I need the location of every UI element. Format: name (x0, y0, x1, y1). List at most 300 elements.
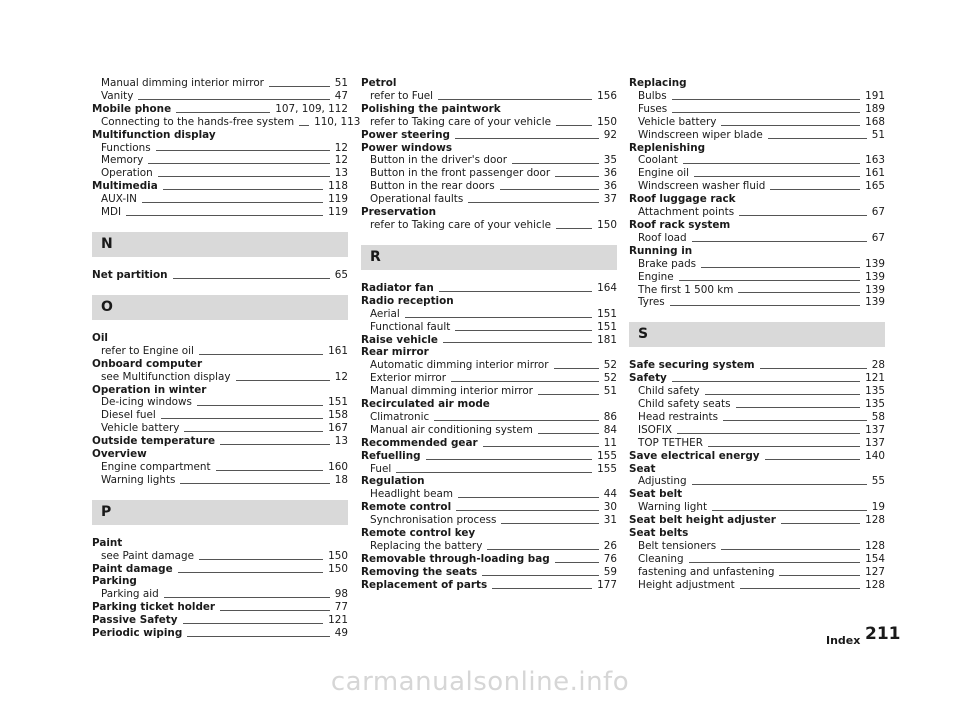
entry-term: see Paint damage (101, 549, 194, 562)
leader-line (677, 433, 860, 434)
index-heading: Oil (92, 331, 108, 344)
index-subentry[interactable] (361, 154, 617, 167)
leader-line (694, 176, 860, 177)
leader-line (468, 202, 599, 203)
leader-line (199, 354, 323, 355)
page-reference[interactable]: 164 (597, 281, 617, 294)
page-reference[interactable]: 156 (597, 89, 617, 102)
footer-section-label: Index (826, 634, 861, 647)
index-subentry[interactable] (92, 167, 348, 180)
page-reference[interactable]: 151 (597, 320, 617, 333)
index-subentry[interactable] (92, 154, 348, 167)
index-subentry[interactable] (92, 422, 348, 435)
index-subentry[interactable] (629, 566, 885, 579)
index-subentry[interactable] (92, 77, 348, 90)
entry-term: Button in the driver's door (370, 154, 507, 167)
index-entry[interactable] (361, 437, 617, 450)
section-letter-header: S (629, 322, 885, 347)
leader-line (220, 610, 330, 611)
index-subentry[interactable] (92, 345, 348, 358)
index-subentry[interactable] (361, 180, 617, 193)
index-heading: Paint (92, 536, 123, 549)
page-reference[interactable]: 18 (334, 473, 348, 486)
entry-term: Warning light (638, 501, 708, 514)
entry-term: Bulbs (638, 89, 667, 102)
page-reference[interactable]: 119 (328, 193, 348, 206)
index-subentry[interactable] (92, 90, 348, 103)
entry-term: Recommended gear (361, 436, 478, 449)
entry-term: The first 1 500 km (638, 283, 734, 296)
page-reference[interactable]: 52 (603, 359, 617, 372)
index-entry[interactable] (629, 359, 885, 372)
entry-term: Replacing the battery (370, 540, 483, 552)
leader-line (199, 559, 323, 560)
page-reference[interactable]: 135 (865, 398, 885, 411)
index-subentry[interactable] (361, 372, 617, 385)
index-column-2 (361, 77, 617, 592)
page-reference[interactable]: 128 (865, 514, 885, 527)
index-subentry[interactable] (629, 296, 885, 309)
leader-line (187, 636, 330, 637)
page-reference[interactable]: 37 (603, 193, 617, 206)
entry-term: Manual dimming interior mirror (101, 77, 264, 89)
index-subentry[interactable] (92, 115, 361, 129)
page-reference[interactable]: 135 (865, 385, 885, 398)
index-subentry[interactable] (629, 475, 885, 488)
leader-line (180, 483, 329, 484)
index-heading: Petrol (361, 77, 397, 89)
index-subentry[interactable] (629, 385, 885, 398)
entry-term: Aerial (370, 307, 400, 320)
leader-line (443, 342, 592, 343)
entry-term: Safe securing system (629, 359, 755, 372)
page-reference[interactable]: 36 (603, 167, 617, 180)
leader-line (439, 291, 592, 292)
leader-line (216, 470, 324, 471)
page-reference[interactable]: 49 (334, 627, 348, 640)
page-reference[interactable]: 28 (871, 359, 885, 372)
index-entry[interactable] (361, 334, 617, 347)
page-reference[interactable]: 151 (328, 396, 348, 409)
index-heading: Overview (92, 448, 147, 461)
leader-line (760, 368, 867, 369)
index-entry[interactable] (361, 579, 617, 592)
index-subentry[interactable] (629, 154, 885, 167)
leader-line (740, 588, 860, 589)
page-reference[interactable]: 139 (865, 296, 885, 309)
leader-line (555, 562, 599, 563)
page-reference[interactable]: 44 (603, 488, 617, 501)
leader-line (679, 280, 861, 281)
entry-term: Power steering (361, 128, 450, 141)
page-number: 211 (865, 624, 901, 644)
index-subentry[interactable] (629, 424, 885, 437)
entry-term: Vehicle battery (101, 422, 180, 435)
leader-line (692, 241, 867, 242)
entry-term: Manual dimming interior mirror (370, 385, 533, 398)
page-reference[interactable]: 154 (865, 552, 885, 565)
page-reference[interactable]: 161 (865, 167, 885, 180)
page-reference[interactable]: 47 (334, 89, 348, 102)
page-reference[interactable]: 168 (865, 115, 885, 128)
index-heading: Onboard computer (92, 357, 203, 370)
index-subentry[interactable] (629, 553, 885, 566)
page-reference[interactable]: 26 (603, 540, 617, 552)
index-subentry[interactable] (361, 116, 617, 129)
entry-term: Belt tensioners (638, 540, 717, 552)
index-subentry[interactable] (92, 371, 348, 384)
entry-term: Memory (101, 154, 144, 167)
leader-line (458, 497, 599, 498)
page-reference[interactable]: 150 (328, 562, 348, 575)
index-heading: Parking (92, 575, 137, 588)
leader-line (451, 381, 599, 382)
page-reference[interactable]: 181 (597, 333, 617, 346)
leader-line (555, 176, 599, 177)
page-reference[interactable]: 137 (865, 423, 885, 436)
index-heading: Seat (629, 462, 656, 475)
index-heading: Running in (629, 244, 693, 257)
entry-term: Manual air conditioning system (370, 423, 533, 436)
leader-line (482, 575, 599, 576)
index-subentry[interactable] (629, 411, 885, 424)
index-subentry[interactable] (361, 219, 617, 232)
page-reference[interactable]: 119 (328, 206, 348, 219)
index-subentry[interactable] (92, 550, 348, 563)
page-reference[interactable]: 58 (871, 410, 885, 423)
index-entry[interactable] (92, 627, 348, 640)
leader-line (158, 176, 330, 177)
page-reference[interactable]: 140 (865, 449, 885, 462)
leader-line (176, 112, 270, 113)
section-letter-header: P (92, 500, 348, 525)
index-subentry[interactable] (361, 514, 617, 527)
index-subentry[interactable] (361, 540, 617, 553)
index-subentry[interactable] (629, 398, 885, 411)
index-heading: Replenishing (629, 141, 706, 154)
entry-term: De-icing windows (101, 396, 192, 409)
page-reference[interactable]: 76 (603, 552, 617, 565)
index-column-1 (92, 77, 361, 640)
entry-term: Windscreen wiper blade (638, 128, 763, 141)
index-subentry[interactable] (92, 588, 348, 601)
page-reference[interactable]: 158 (328, 409, 348, 422)
leader-line (164, 597, 330, 598)
page-reference[interactable]: 139 (865, 270, 885, 283)
page-reference[interactable]: 118 (328, 180, 348, 193)
leader-line (538, 433, 599, 434)
entry-term: Brake pads (638, 257, 697, 270)
entry-term: Paint damage (92, 562, 173, 575)
entry-term: Multimedia (92, 180, 158, 193)
index-heading: Roof rack system (629, 218, 731, 231)
leader-line (768, 138, 867, 139)
index-subentry[interactable] (92, 461, 348, 474)
index-subentry[interactable] (629, 180, 885, 193)
page-reference[interactable]: 139 (865, 283, 885, 296)
entry-term: Net partition (92, 268, 168, 281)
index-entry[interactable] (92, 180, 348, 193)
index-heading: Seat belts (629, 527, 689, 540)
page-reference[interactable]: 51 (603, 385, 617, 398)
page-reference[interactable]: 35 (603, 154, 617, 167)
entry-term: fastening and unfastening (638, 565, 775, 578)
page-reference[interactable]: 165 (865, 180, 885, 193)
page-reference[interactable]: 92 (603, 128, 617, 141)
leader-line (269, 86, 330, 87)
entry-term: Headlight beam (370, 488, 453, 501)
index-subentry[interactable] (92, 474, 348, 487)
leader-line (455, 138, 599, 139)
leader-line (236, 380, 330, 381)
leader-line (161, 418, 323, 419)
index-subentry[interactable] (629, 284, 885, 297)
index-subentry[interactable] (629, 501, 885, 514)
index-subentry[interactable] (629, 116, 885, 129)
page-reference[interactable]: 150 (328, 549, 348, 562)
entry-term: refer to Taking care of your vehicle (370, 218, 551, 231)
entry-term: Vehicle battery (638, 115, 717, 128)
page-reference[interactable]: 107, 109, 112 (275, 102, 348, 115)
entry-term: refer to Fuel (370, 89, 434, 102)
index-subentry[interactable] (629, 271, 885, 284)
page-reference[interactable]: 31 (603, 514, 617, 527)
index-heading: Polishing the paintwork (361, 102, 501, 115)
index-entry[interactable] (361, 450, 617, 463)
index-entry[interactable] (92, 269, 348, 282)
leader-line (396, 472, 592, 473)
entry-term: Synchronisation process (370, 514, 497, 527)
index-entry[interactable] (92, 601, 348, 614)
index-subentry[interactable] (361, 424, 617, 437)
page-reference[interactable]: 121 (328, 614, 348, 627)
entry-term: Replacement of parts (361, 578, 488, 591)
leader-line (723, 420, 867, 421)
index-entry[interactable] (629, 514, 885, 527)
entry-term: Removing the seats (361, 565, 478, 578)
leader-line (705, 394, 861, 395)
entry-term: Windscreen washer fluid (638, 180, 766, 193)
leader-line (512, 163, 599, 164)
index-entry[interactable] (361, 282, 617, 295)
index-heading: Operation in winter (92, 383, 207, 396)
index-entry[interactable] (92, 103, 348, 116)
leader-line (492, 588, 592, 589)
entry-term: TOP TETHER (638, 436, 703, 449)
entry-term: Operational faults (370, 193, 464, 206)
index-heading: Recirculated air mode (361, 398, 490, 411)
leader-line (138, 99, 329, 100)
entry-term: Parking aid (101, 588, 159, 601)
page-reference[interactable]: 19 (871, 501, 885, 514)
entry-term: Removable through-loading bag (361, 552, 550, 565)
entry-term: Operation (101, 167, 153, 180)
leader-line (456, 510, 599, 511)
page-reference[interactable]: 127 (865, 565, 885, 578)
index-heading: Regulation (361, 475, 425, 488)
entry-term: Functions (101, 141, 151, 154)
index-subentry[interactable] (629, 129, 885, 142)
page-reference[interactable]: 36 (603, 180, 617, 193)
entry-term: MDI (101, 206, 122, 219)
section-letter-header: R (361, 245, 617, 270)
entry-term: Diesel fuel (101, 409, 156, 422)
entry-term: Height adjustment (638, 578, 735, 591)
page-reference[interactable]: 12 (334, 154, 348, 167)
entry-term: Fuel (370, 462, 392, 475)
leader-line (163, 189, 323, 190)
entry-term: refer to Engine oil (101, 344, 194, 357)
leader-line (701, 267, 860, 268)
leader-line (184, 431, 323, 432)
page-reference[interactable]: 59 (603, 565, 617, 578)
page-reference[interactable]: 51 (871, 128, 885, 141)
index-entry[interactable] (629, 372, 885, 385)
entry-term: Button in the front passenger door (370, 167, 551, 180)
index-subentry[interactable] (92, 396, 348, 409)
index-subentry[interactable] (629, 90, 885, 103)
index-entry[interactable] (92, 614, 348, 627)
entry-term: Child safety (638, 385, 700, 398)
page-reference[interactable]: 51 (334, 77, 348, 89)
leader-line (126, 215, 323, 216)
leader-line (556, 228, 592, 229)
index-subentry[interactable] (629, 258, 885, 271)
index-subentry[interactable] (361, 167, 617, 180)
index-subentry[interactable] (629, 437, 885, 450)
entry-term: Mobile phone (92, 102, 172, 115)
index-subentry[interactable] (629, 103, 885, 116)
leader-line (148, 163, 330, 164)
page-reference[interactable]: 52 (603, 372, 617, 385)
index-subentry[interactable] (92, 193, 348, 206)
page-reference[interactable]: 55 (871, 475, 885, 488)
page-reference[interactable]: 77 (334, 601, 348, 614)
index-subentry[interactable] (629, 206, 885, 219)
index-heading: Preservation (361, 206, 436, 219)
page-reference[interactable]: 67 (871, 206, 885, 219)
page-reference[interactable]: 98 (334, 588, 348, 601)
entry-term: Child safety seats (638, 398, 731, 411)
page-reference[interactable]: 167 (328, 422, 348, 435)
page-reference[interactable]: 30 (603, 501, 617, 514)
page-reference[interactable]: 65 (334, 268, 348, 281)
entry-term: Engine (638, 270, 674, 283)
page-reference[interactable]: 161 (328, 344, 348, 357)
page-reference[interactable]: 155 (597, 449, 617, 462)
index-subentry[interactable] (92, 142, 348, 155)
entry-term: Button in the rear doors (370, 180, 495, 193)
index-subentry[interactable] (629, 232, 885, 245)
page-reference[interactable]: 12 (334, 370, 348, 383)
page-reference[interactable]: 150 (597, 218, 617, 231)
entry-term: refer to Taking care of your vehicle (370, 115, 551, 128)
page-reference[interactable]: 67 (871, 231, 885, 244)
page-reference[interactable]: 155 (597, 462, 617, 475)
entry-term: see Multifunction display (101, 370, 231, 383)
index-subentry[interactable] (361, 321, 617, 334)
leader-line (538, 394, 599, 395)
leader-line (220, 444, 330, 445)
entry-term: AUX-IN (101, 193, 137, 206)
leader-line (736, 407, 861, 408)
entry-term: Exterior mirror (370, 372, 447, 385)
leader-line (739, 215, 867, 216)
index-entry[interactable] (629, 450, 885, 463)
leader-line (689, 562, 861, 563)
entry-term: Warning lights (101, 473, 176, 486)
leader-line (500, 189, 599, 190)
entry-term: Engine oil (638, 167, 690, 180)
page-reference[interactable]: 150 (597, 115, 617, 128)
page-reference[interactable]: 84 (603, 423, 617, 436)
index-subentry[interactable] (361, 193, 617, 206)
index-subentry[interactable] (629, 579, 885, 592)
leader-line (455, 330, 592, 331)
page-reference[interactable]: 13 (334, 167, 348, 180)
page-reference[interactable]: 11 (603, 436, 617, 449)
page-reference[interactable]: 121 (865, 372, 885, 385)
index-heading: Roof luggage rack (629, 193, 736, 206)
leader-line (483, 446, 599, 447)
entry-term: Refuelling (361, 449, 421, 462)
leader-line (781, 523, 860, 524)
page-reference[interactable]: 137 (865, 436, 885, 449)
index-subentry[interactable] (361, 308, 617, 321)
index-heading: Power windows (361, 141, 453, 154)
index-subentry[interactable] (92, 409, 348, 422)
index-entry[interactable] (361, 553, 617, 566)
index-entry[interactable] (92, 435, 348, 448)
page-reference[interactable]: 151 (597, 307, 617, 320)
page-reference[interactable]: 191 (865, 89, 885, 102)
index-entry[interactable] (361, 501, 617, 514)
page-reference[interactable]: 160 (328, 460, 348, 473)
index-subentry[interactable] (361, 488, 617, 501)
index-subentry[interactable] (361, 359, 617, 372)
page-reference[interactable]: 163 (865, 154, 885, 167)
page-reference[interactable]: 12 (334, 141, 348, 154)
leader-line (556, 125, 592, 126)
page-reference[interactable]: 13 (334, 435, 348, 448)
entry-term: Cleaning (638, 552, 684, 565)
entry-term: Functional fault (370, 320, 451, 333)
page-reference[interactable]: 86 (603, 410, 617, 423)
index-subentry[interactable] (361, 385, 617, 398)
index-subentry[interactable] (361, 90, 617, 103)
leader-line (672, 112, 860, 113)
index-subentry[interactable] (629, 540, 885, 553)
leader-line (178, 572, 323, 573)
index-entry[interactable] (361, 566, 617, 579)
page-reference[interactable]: 110, 113 (314, 115, 361, 128)
entry-term: Raise vehicle (361, 333, 438, 346)
index-subentry[interactable] (361, 463, 617, 476)
page-reference[interactable]: 128 (865, 578, 885, 591)
page-reference[interactable]: 139 (865, 257, 885, 270)
leader-line (770, 189, 860, 190)
index-subentry[interactable] (629, 167, 885, 180)
page-reference[interactable]: 177 (597, 578, 617, 591)
index-subentry[interactable] (361, 411, 617, 424)
entry-term: Fuses (638, 102, 668, 115)
page-reference[interactable]: 189 (865, 102, 885, 115)
index-entry[interactable] (92, 563, 348, 576)
index-entry[interactable] (361, 129, 617, 142)
page-reference[interactable]: 128 (865, 540, 885, 552)
entry-term: Seat belt height adjuster (629, 514, 776, 527)
index-subentry[interactable] (92, 206, 348, 219)
